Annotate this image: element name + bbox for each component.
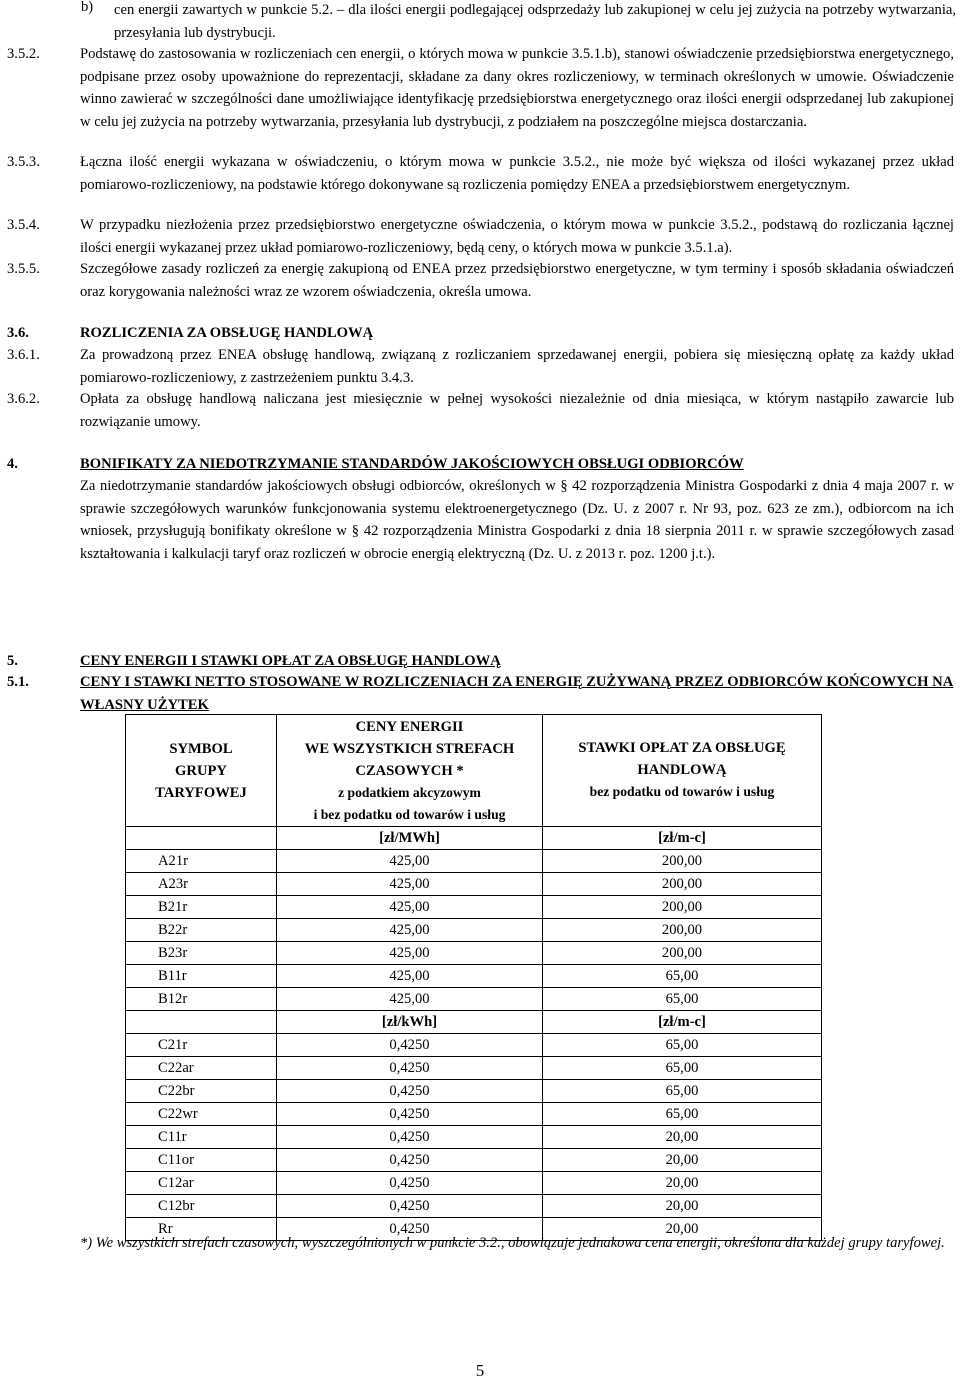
section-title: CENY ENERGII I STAWKI OPŁAT ZA OBSŁUGĘ HANDLOWĄ bbox=[80, 653, 501, 669]
tariff-symbol: B11r bbox=[126, 965, 277, 988]
handling-fee: 65,00 bbox=[543, 1057, 822, 1080]
tariff-symbol: Rr bbox=[126, 1218, 277, 1241]
header-line: CZASOWYCH * bbox=[355, 762, 464, 779]
table-row bbox=[126, 1057, 822, 1080]
header-subline: bez podatku od towarów i usług bbox=[589, 784, 775, 799]
section-text: Opłata za obsługę handlową naliczana jest miesięcznie w pełnej wysokości niezależnie od dnia miesiąca, w którym nastąpiło zawarcie lub rozwiązanie umowy. bbox=[80, 391, 954, 430]
energy-price: 0,4250 bbox=[277, 1126, 543, 1149]
section-number: 4. bbox=[7, 456, 18, 472]
fee-unit: [zł/m-c] bbox=[543, 827, 822, 850]
tariff-symbol: C22ar bbox=[126, 1057, 277, 1080]
energy-price: 0,4250 bbox=[277, 1103, 543, 1126]
page-number: 5 bbox=[475, 1361, 485, 1380]
table-row bbox=[126, 965, 822, 988]
table-row bbox=[126, 942, 822, 965]
header-fee bbox=[543, 715, 822, 827]
handling-fee: 65,00 bbox=[543, 1034, 822, 1057]
handling-fee: 200,00 bbox=[543, 896, 822, 919]
tariff-symbol: B21r bbox=[126, 896, 277, 919]
intro-item-label: b) bbox=[81, 0, 94, 15]
energy-price: 0,4250 bbox=[277, 1149, 543, 1172]
tariff-symbol: C12br bbox=[126, 1195, 277, 1218]
header-line: GRUPY bbox=[175, 762, 227, 779]
header-line: WE WSZYSTKICH STREFACH bbox=[304, 740, 515, 757]
tariff-symbol: C12ar bbox=[126, 1172, 277, 1195]
table-row bbox=[126, 1172, 822, 1195]
unit-cell-empty bbox=[126, 1011, 277, 1034]
energy-price: 425,00 bbox=[277, 896, 543, 919]
section-number: 3.5.4. bbox=[7, 217, 40, 233]
section-title: ROZLICZENIA ZA OBSŁUGĘ HANDLOWĄ bbox=[80, 325, 374, 341]
section-number: 3.6.1. bbox=[7, 347, 40, 363]
energy-unit: [zł/kWh] bbox=[277, 1011, 543, 1034]
table-row bbox=[126, 1149, 822, 1172]
tariff-symbol: C21r bbox=[126, 1034, 277, 1057]
unit-cell-empty bbox=[126, 827, 277, 850]
energy-price: 0,4250 bbox=[277, 1172, 543, 1195]
table-footnote: *) We wszystkich strefach czasowych, wyszczególnionych w punkcie 3.2., obowiązuje jednakowa cena energii, określona dla każdej grupy taryfowej. bbox=[80, 1235, 945, 1251]
tariff-symbol: C11or bbox=[126, 1149, 277, 1172]
unit-row bbox=[126, 827, 822, 850]
section-text: Za prowadzoną przez ENEA obsługę handlową, związaną z rozliczaniem sprzedawanej energii, pobiera się miesięczną opłatę za każdy układ pomiarowo-rozliczeniowy, z zastrzeżeniem punktu 3.4.3. bbox=[80, 347, 954, 386]
header-line: TARYFOWEJ bbox=[155, 784, 247, 801]
tariff-symbol: C22wr bbox=[126, 1103, 277, 1126]
tariff-symbol: B12r bbox=[126, 988, 277, 1011]
handling-fee: 20,00 bbox=[543, 1218, 822, 1241]
table-row bbox=[126, 919, 822, 942]
intro-item-text: cen energii zawartych w punkcie 5.2. – dla ilości energii podlegającej odsprzedaży lub zakupionej w celu jej zużycia na potrzeby wytwarzania, przesyłania lub dystrybucji. bbox=[114, 2, 956, 41]
energy-price: 0,4250 bbox=[277, 1080, 543, 1103]
table-row bbox=[126, 1103, 822, 1126]
energy-price: 0,4250 bbox=[277, 1218, 543, 1241]
handling-fee: 200,00 bbox=[543, 850, 822, 873]
table-row bbox=[126, 850, 822, 873]
price-table bbox=[125, 714, 822, 1241]
table-row bbox=[126, 896, 822, 919]
table-row bbox=[126, 988, 822, 1011]
tariff-symbol: A21r bbox=[126, 850, 277, 873]
tariff-symbol: A23r bbox=[126, 873, 277, 896]
table-row bbox=[126, 1080, 822, 1103]
table-row bbox=[126, 1126, 822, 1149]
energy-price: 0,4250 bbox=[277, 1034, 543, 1057]
header-line: STAWKI OPŁAT ZA OBSŁUGĘ bbox=[578, 740, 786, 756]
price-table-body bbox=[126, 715, 822, 1241]
table-header-row bbox=[126, 715, 822, 827]
header-line: HANDLOWĄ bbox=[637, 762, 727, 778]
energy-price: 425,00 bbox=[277, 965, 543, 988]
section-text: Za niedotrzymanie standardów jakościowych obsługi odbiorców, określonych w § 42 rozporządzenia Ministra Gospodarki z dnia 4 maja 2007 r. w sprawie szczegółowych warunków funkcjonowania systemu elektroenergetycznego (Dz. U. z 2007 r. Nr 93, poz. 623 ze zm.), odbiorcom na ich wniosek, przysługują bonifikaty określone w § 42 rozporządzenia Ministra Gospodarki z dnia 18 sierpnia 2011 r. w sprawie szczegółowych zasad kształtowania i kalkulacji taryf oraz rozliczeń w obrocie energią elektryczną (Dz. U. z 2013 r. poz. 1200 j.t.). bbox=[80, 478, 954, 562]
section-number: 3.6. bbox=[7, 325, 29, 341]
table-row bbox=[126, 1195, 822, 1218]
section-number: 3.5.3. bbox=[7, 154, 40, 170]
header-symbol bbox=[126, 715, 277, 827]
section-number: 5.1. bbox=[7, 674, 29, 690]
fee-unit: [zł/m-c] bbox=[543, 1011, 822, 1034]
handling-fee: 65,00 bbox=[543, 1080, 822, 1103]
handling-fee: 65,00 bbox=[543, 988, 822, 1011]
handling-fee: 20,00 bbox=[543, 1126, 822, 1149]
handling-fee: 20,00 bbox=[543, 1195, 822, 1218]
tariff-symbol: B23r bbox=[126, 942, 277, 965]
handling-fee: 200,00 bbox=[543, 919, 822, 942]
tariff-symbol: C22br bbox=[126, 1080, 277, 1103]
header-subline: i bez podatku od towarów i usług bbox=[313, 806, 506, 822]
unit-row bbox=[126, 1011, 822, 1034]
section-title: CENY I STAWKI NETTO STOSOWANE W ROZLICZENIACH ZA ENERGIĘ ZUŻYWANĄ PRZEZ ODBIORCÓW KOŃCOWYCH NA WŁASNY UŻYTEK bbox=[80, 674, 954, 713]
energy-price: 425,00 bbox=[277, 988, 543, 1011]
energy-unit: [zł/MWh] bbox=[277, 827, 543, 850]
energy-price: 425,00 bbox=[277, 873, 543, 896]
section-text: Łączna ilość energii wykazana w oświadczeniu, o którym mowa w punkcie 3.5.2., nie może być większa od ilości wykazanej przez układ pomiarowo-rozliczeniowy, na podstawie którego dokonywane są rozliczenia pomiędzy ENEA a przedsiębiorstwem energetycznym. bbox=[80, 154, 954, 193]
handling-fee: 200,00 bbox=[543, 942, 822, 965]
handling-fee: 200,00 bbox=[543, 873, 822, 896]
tariff-symbol: B22r bbox=[126, 919, 277, 942]
tariff-symbol: C11r bbox=[126, 1126, 277, 1149]
energy-price: 0,4250 bbox=[277, 1057, 543, 1080]
header-line: CENY ENERGII bbox=[355, 718, 464, 735]
header-line: SYMBOL bbox=[169, 740, 233, 757]
section-number: 3.5.5. bbox=[7, 261, 40, 277]
energy-price: 425,00 bbox=[277, 919, 543, 942]
section-text: Szczegółowe zasady rozliczeń za energię zakupioną od ENEA przez przedsiębiorstwo energetyczne, w tym terminy i sposób składania oświadczeń oraz korygowania należności wraz ze wzorem oświadczenia, określa umowa. bbox=[80, 261, 954, 300]
energy-price: 425,00 bbox=[277, 850, 543, 873]
header-subline: z podatkiem akcyzowym bbox=[338, 784, 481, 800]
table-row bbox=[126, 873, 822, 896]
section-number: 5. bbox=[7, 653, 18, 669]
energy-price: 0,4250 bbox=[277, 1195, 543, 1218]
header-energy-price bbox=[277, 715, 543, 827]
energy-price: 425,00 bbox=[277, 942, 543, 965]
handling-fee: 20,00 bbox=[543, 1149, 822, 1172]
handling-fee: 65,00 bbox=[543, 1103, 822, 1126]
section-text: Podstawę do zastosowania w rozliczeniach cen energii, o których mowa w punkcie 3.5.1.b), stanowi oświadczenie przedsiębiorstwa energetycznego, podpisane przez osoby upoważnione do reprezentacji, składane za dany okres rozliczeniowy, w terminach określonych w umowie. Oświadczenie winno zawierać w szczególności dane umożliwiające identyfikację przedsiębiorstwa energetycznego oraz ilości energii odsprzedanej lub zakupionej w celu jej zużycia na potrzeby wytwarzania, przesyłania lub dystrybucji, z podziałem na poszczególne miejsca dostarczania. bbox=[80, 46, 954, 130]
table-row bbox=[126, 1034, 822, 1057]
section-title: BONIFIKATY ZA NIEDOTRZYMANIE STANDARDÓW JAKOŚCIOWYCH OBSŁUGI ODBIORCÓW bbox=[80, 456, 744, 472]
section-number: 3.6.2. bbox=[7, 391, 40, 407]
handling-fee: 65,00 bbox=[543, 965, 822, 988]
handling-fee: 20,00 bbox=[543, 1172, 822, 1195]
section-number: 3.5.2. bbox=[7, 46, 40, 62]
section-text: W przypadku niezłożenia przez przedsiębiorstwo energetyczne oświadczenia, o którym mowa w punkcie 3.5.2., podstawą do rozliczania łącznej ilości energii wykazanej przez układ pomiarowo-rozliczeniowy, będą ceny, o których mowa w punkcie 3.5.1.a). bbox=[80, 217, 954, 256]
